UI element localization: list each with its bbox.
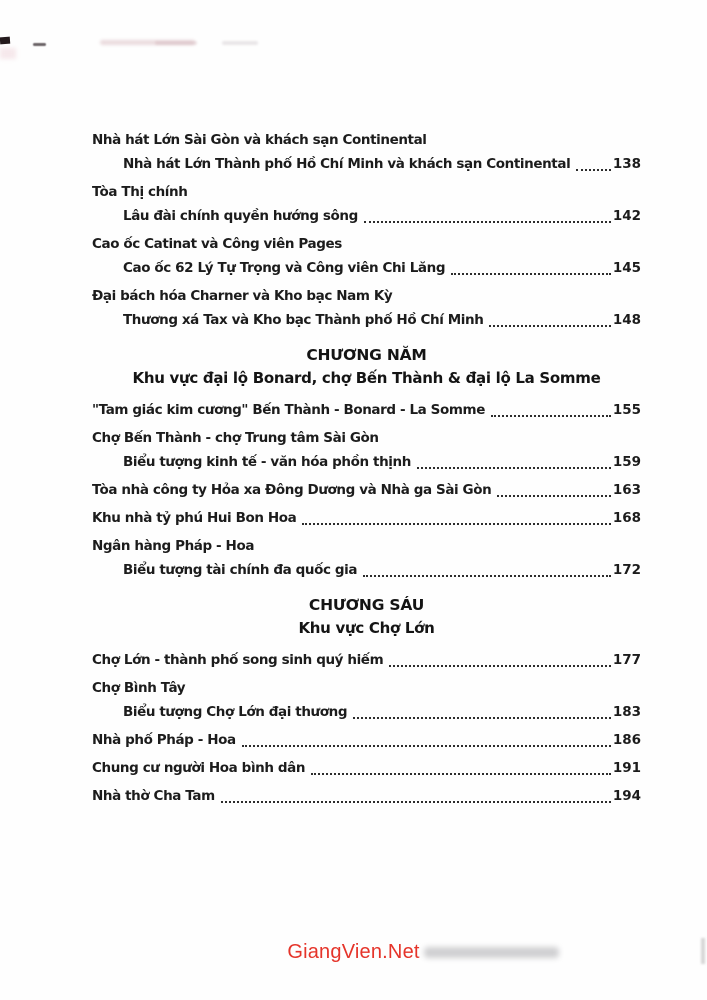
chapter-heading <box>92 594 641 640</box>
toc-group <box>92 756 641 780</box>
toc-entry <box>92 426 641 450</box>
toc-entry-title: Ngân hàng Pháp - Hoa <box>92 538 255 554</box>
dot-leader <box>489 325 610 327</box>
dot-leader <box>491 415 611 417</box>
toc-group <box>92 232 641 280</box>
dot-leader <box>497 495 610 497</box>
toc-entry <box>92 756 641 780</box>
toc-entry-title: Nhà thờ Cha Tam <box>92 788 215 804</box>
scan-artifact-smudge <box>100 40 195 45</box>
dot-leader <box>221 801 611 803</box>
toc-group <box>92 398 641 422</box>
toc-entry-title: Biểu tượng kinh tế - văn hóa phồn thịnh <box>123 454 411 470</box>
toc-entry <box>92 450 641 474</box>
dot-leader <box>363 575 611 577</box>
toc-entry <box>92 784 641 808</box>
scan-artifact-smudge <box>0 48 16 59</box>
toc-entry-title: Cao ốc 62 Lý Tự Trọng và Công viên Chi Lăng <box>123 260 446 276</box>
toc-entry <box>92 534 641 558</box>
chapter-subtitle: Khu vực đại lộ Bonard, chợ Bến Thành & đại lộ La Somme <box>132 369 601 387</box>
toc-group <box>92 728 641 752</box>
toc-entry <box>92 232 641 256</box>
toc-entry-title: Lâu đài chính quyền hướng sông <box>123 208 358 224</box>
toc-entry <box>92 152 641 176</box>
watermark-brand: GiangVien.Net <box>287 941 420 963</box>
scan-artifact-mark <box>0 37 10 45</box>
toc-entry-page-number: 138 <box>612 156 641 172</box>
toc-entry-title: Chung cư người Hoa bình dân <box>92 760 306 776</box>
toc-entry-page-number: 183 <box>612 704 641 720</box>
toc-group <box>92 180 641 228</box>
toc-entry <box>92 478 641 502</box>
toc-entry <box>92 648 641 672</box>
dot-leader <box>451 273 611 275</box>
toc-entry <box>92 728 641 752</box>
toc-entry-title: Đại bách hóa Charner và Kho bạc Nam Kỳ <box>92 288 393 304</box>
toc-entry-page-number: 155 <box>612 402 641 418</box>
toc-entry-title: Nhà phố Pháp - Hoa <box>92 732 236 748</box>
chapter-title: CHƯƠNG NĂM <box>306 346 427 364</box>
toc-entry <box>92 180 641 204</box>
toc-entry-page-number: 194 <box>612 788 641 804</box>
dot-leader <box>576 169 611 171</box>
toc-entry <box>92 398 641 422</box>
toc-entry-page-number: 145 <box>612 260 641 276</box>
toc-group <box>92 648 641 672</box>
toc-entry-page-number: 142 <box>612 208 641 224</box>
dot-leader <box>353 717 611 719</box>
chapter-subtitle: Khu vực Chợ Lớn <box>298 619 435 637</box>
toc-entry <box>92 558 641 582</box>
toc-entry-title: Biểu tượng Chợ Lớn đại thương <box>123 704 348 720</box>
toc-entry <box>92 128 641 152</box>
toc-entry-title: Biểu tượng tài chính đa quốc gia <box>123 562 358 578</box>
toc-entry-title: Chợ Lớn - thành phố song sinh quý hiếm <box>92 652 384 668</box>
toc-entry-page-number: 163 <box>612 482 641 498</box>
toc-group <box>92 478 641 502</box>
toc-group <box>92 128 641 176</box>
toc-entry-page-number: 186 <box>612 732 641 748</box>
scan-artifact-dash <box>33 43 46 46</box>
toc-entry-title: Thương xá Tax và Kho bạc Thành phố Hồ Chí Minh <box>123 312 484 328</box>
toc-list <box>92 128 641 812</box>
toc-group <box>92 426 641 474</box>
toc-entry-title: Nhà hát Lớn Thành phố Hồ Chí Minh và khách sạn Continental <box>123 156 571 172</box>
toc-entry <box>92 204 641 228</box>
scan-artifact-smudge <box>155 41 197 45</box>
dot-leader <box>302 523 610 525</box>
toc-entry-title: Nhà hát Lớn Sài Gòn và khách sạn Continental <box>92 132 427 148</box>
toc-group <box>92 284 641 332</box>
chapter-title: CHƯƠNG SÁU <box>308 596 425 614</box>
toc-entry-title: Chợ Bình Tây <box>92 680 186 696</box>
toc-entry-title: Cao ốc Catinat và Công viên Pages <box>92 236 342 252</box>
toc-entry-page-number: 159 <box>612 454 641 470</box>
toc-entry <box>92 256 641 280</box>
dot-leader <box>389 665 611 667</box>
dot-leader <box>242 745 611 747</box>
toc-entry-page-number: 177 <box>612 652 641 668</box>
toc-entry <box>92 308 641 332</box>
toc-entry-page-number: 172 <box>612 562 641 578</box>
toc-entry-title: Chợ Bến Thành - chợ Trung tâm Sài Gòn <box>92 430 379 446</box>
toc-entry <box>92 284 641 308</box>
toc-entry-title: "Tam giác kim cương" Bến Thành - Bonard - La Somme <box>92 402 485 418</box>
toc-entry-page-number: 168 <box>612 510 641 526</box>
toc-entry <box>92 676 641 700</box>
toc-entry <box>92 506 641 530</box>
scan-artifact-smudge <box>222 41 258 45</box>
toc-group <box>92 534 641 582</box>
toc-group <box>92 784 641 808</box>
dot-leader <box>311 773 611 775</box>
toc-entry-page-number: 148 <box>612 312 641 328</box>
toc-group <box>92 506 641 530</box>
chapter-heading <box>92 344 641 390</box>
toc-entry <box>92 700 641 724</box>
dot-leader <box>417 467 611 469</box>
toc-entry-title: Khu nhà tỷ phú Hui Bon Hoa <box>92 510 297 526</box>
toc-entry-title: Tòa Thị chính <box>92 184 188 200</box>
toc-entry-page-number: 191 <box>612 760 641 776</box>
toc-entry-title: Tòa nhà công ty Hỏa xa Đông Dương và Nhà ga Sài Gòn <box>92 482 492 498</box>
watermark-blur-mark <box>424 947 559 958</box>
toc-group <box>92 676 641 724</box>
page-footer <box>0 941 707 967</box>
dot-leader <box>364 221 611 223</box>
